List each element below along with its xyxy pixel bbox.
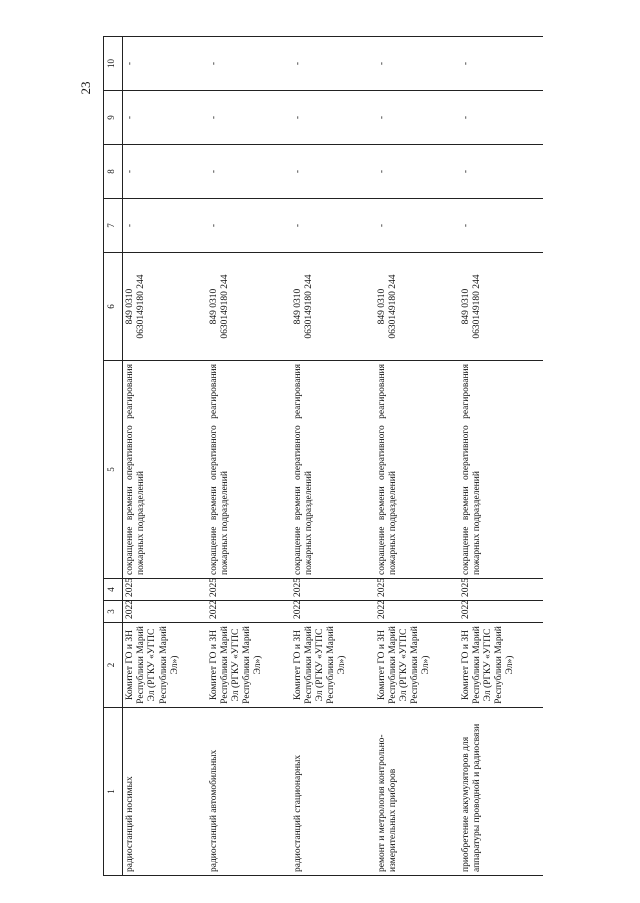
budget-code [291,253,375,361]
value-col7: - [375,199,459,253]
budget-code-line2: 0630149180 244 [303,274,314,339]
col-header-7: 7 [104,199,123,253]
activity-name: радиостанций стационарных [291,708,375,876]
executor: Комитет ГО и ЗН Республики Марий Эл (РГКУ «УГПС Республики Марий Эл») [123,623,207,708]
table-row [123,37,207,876]
page-number: 23 [78,81,93,95]
value-col8: - [207,145,291,199]
budget-code-line1: 849 0310 [460,288,471,325]
value-col7: - [459,199,543,253]
budget-code-line2: 0630149180 244 [219,274,230,339]
end-year: 2025 [123,579,207,601]
value-col10: - [459,37,543,91]
activity-name: радиостанций носимых [123,708,207,876]
table-wrapper [103,37,631,876]
value-col7: - [123,199,207,253]
expected-result: сокращение времени оперативного реагирования пожарных подразделений [375,361,459,579]
expected-result: сокращение времени оперативного реагирования пожарных подразделений [291,361,375,579]
value-col8: - [291,145,375,199]
value-col8: - [375,145,459,199]
value-col10: - [291,37,375,91]
start-year: 2022 [291,601,375,623]
budget-code [207,253,291,361]
budget-code [459,253,543,361]
start-year: 2022 [375,601,459,623]
value-col9: - [291,91,375,145]
budget-code [123,253,207,361]
header-row [104,37,123,876]
end-year: 2025 [291,579,375,601]
col-header-4: 4 [104,579,123,601]
budget-code-line1: 849 0310 [292,288,303,325]
col-header-10: 10 [104,37,123,91]
value-col10: - [207,37,291,91]
executor: Комитет ГО и ЗН Республики Марий Эл (РГКУ «УГПС Республики Марий Эл») [207,623,291,708]
table-row [207,37,291,876]
expected-result: сокращение времени оперативного реагирования пожарных подразделений [207,361,291,579]
col-header-5: 5 [104,361,123,579]
budget-code-line2: 0630149180 244 [387,274,398,339]
value-col8: - [123,145,207,199]
executor: Комитет ГО и ЗН Республики Марий Эл (РГКУ «УГПС Республики Марий Эл») [291,623,375,708]
col-header-2: 2 [104,623,123,708]
budget-code-line2: 0630149180 244 [471,274,482,339]
budget-code-line1: 849 0310 [208,288,219,325]
end-year: 2025 [375,579,459,601]
value-col8: - [459,145,543,199]
expected-result: сокращение времени оперативного реагирования пожарных подразделений [123,361,207,579]
col-header-8: 8 [104,145,123,199]
value-col9: - [207,91,291,145]
col-header-6: 6 [104,253,123,361]
col-header-3: 3 [104,601,123,623]
start-year: 2022 [123,601,207,623]
budget-code-line2: 0630149180 244 [136,274,147,339]
value-col9: - [459,91,543,145]
executor: Комитет ГО и ЗН Республики Марий Эл (РГКУ «УГПС Республики Марий Эл») [375,623,459,708]
table-row [375,37,459,876]
rotated-table-area [103,37,631,876]
executor: Комитет ГО и ЗН Республики Марий Эл (РГКУ «УГПС Республики Марий Эл») [459,623,543,708]
budget-code-line1: 849 0310 [125,288,135,325]
activity-name: приобретение аккумуляторов для аппаратуры проводной и радиосвязи [459,708,543,876]
value-col7: - [291,199,375,253]
table-row [459,37,543,876]
col-header-1: 1 [104,708,123,876]
value-col10: - [123,37,207,91]
value-col9: - [375,91,459,145]
table-row [291,37,375,876]
end-year: 2025 [459,579,543,601]
value-col9: - [123,91,207,145]
end-year: 2025 [207,579,291,601]
value-col10: - [375,37,459,91]
activity-name: радиостанций автомобильных [207,708,291,876]
budget-code [375,253,459,361]
col-header-9: 9 [104,91,123,145]
start-year: 2022 [207,601,291,623]
value-col7: - [207,199,291,253]
activity-name: ремонт и метрология контрольно-измерительных приборов [375,708,459,876]
budget-code-line1: 849 0310 [376,288,387,325]
program-table [103,36,543,876]
expected-result: сокращение времени оперативного реагирования пожарных подразделений [459,361,543,579]
start-year: 2022 [459,601,543,623]
